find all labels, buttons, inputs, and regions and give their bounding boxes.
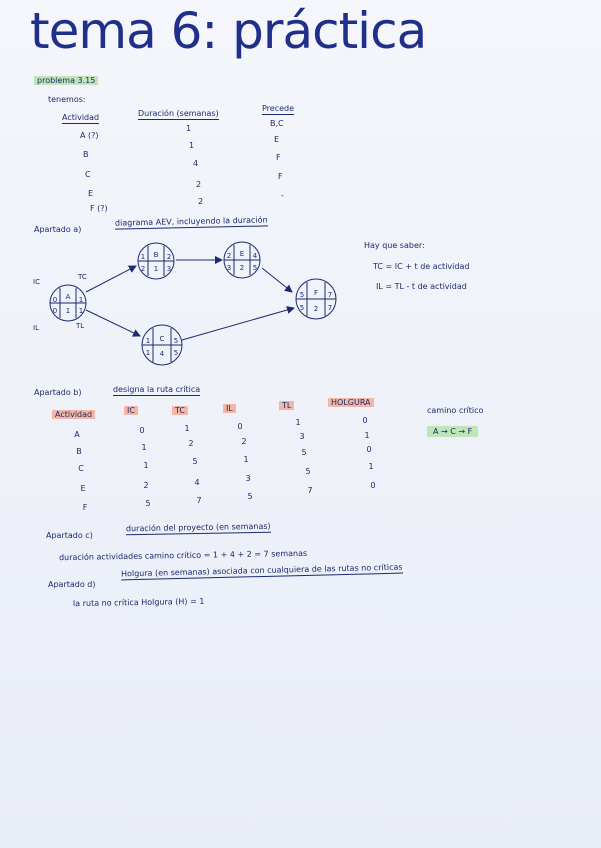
table2-cell: 2 — [241, 437, 247, 446]
table2-cell: 5 — [305, 467, 311, 476]
apartado-c-label: Apartado c) — [46, 531, 93, 540]
table1-cell: B,C — [270, 119, 284, 128]
table2-header-il: IL — [223, 404, 236, 413]
table1-header-precede: Precede — [262, 104, 295, 113]
diagram-label-il: IL — [33, 324, 39, 332]
node-b-right: 2 — [166, 253, 172, 261]
node-c-mid: 4 — [159, 350, 165, 358]
node-b-left: 1 — [140, 253, 146, 261]
node-a-br: 1 — [78, 307, 84, 315]
table2-cell: 1 — [368, 462, 374, 471]
table2-cell: 7 — [307, 486, 313, 495]
table2-header-activity: Actividad — [52, 410, 95, 419]
table2-cell: 1 — [243, 455, 249, 464]
node-f-br: 7 — [327, 304, 333, 312]
table2-header-tc: TC — [172, 406, 188, 415]
table2-cell: 0 — [366, 445, 372, 454]
node-a-left: 0 — [52, 296, 58, 304]
apartado-c-text: duración del proyecto (en semanas) — [125, 521, 271, 534]
table1-cell: A (?) — [80, 131, 99, 140]
apartado-b-text: designa la ruta crítica — [113, 385, 201, 394]
table2-cell: 1 — [143, 461, 149, 470]
table1-cell: - — [281, 191, 284, 200]
diagram-label-tc: TC — [78, 273, 87, 281]
table2-cell: 5 — [301, 448, 307, 457]
node-c-top: C — [159, 335, 165, 343]
table2-cell: 7 — [196, 496, 202, 505]
apartado-d-line: la ruta no crítica Holgura (H) = 1 — [72, 596, 205, 609]
table2-cell: 5 — [192, 457, 198, 466]
table2-cell: 1 — [141, 443, 147, 452]
node-e-top: E — [239, 250, 245, 258]
node-f-top: F — [313, 289, 319, 297]
table2-cell: 2 — [143, 481, 149, 490]
node-c-br: 5 — [173, 349, 179, 357]
notes-heading: Hay que saber: — [364, 241, 425, 250]
table2-cell: 0 — [237, 422, 243, 431]
node-c-right: 5 — [173, 337, 179, 345]
table2-cell: E — [80, 484, 86, 493]
tenemos-label: tenemos: — [48, 95, 86, 104]
node-e-bl: 3 — [226, 264, 232, 272]
node-b-bl: 2 — [140, 265, 146, 273]
table2-cell: C — [78, 464, 84, 473]
notes-tc-formula: TC = IC + t de actividad — [373, 262, 470, 271]
table1-header-activity: Actividad — [62, 113, 100, 122]
table2-cell: 0 — [139, 426, 145, 435]
apartado-a-label: Apartado a) — [34, 225, 82, 234]
node-e-left: 2 — [226, 252, 232, 260]
node-a-top: A — [65, 293, 71, 301]
table2-header-ic: IC — [124, 406, 138, 415]
table2-cell: 1 — [184, 424, 190, 433]
table2-cell: 1 — [295, 418, 301, 427]
table2-cell: 4 — [194, 478, 200, 487]
critical-path-label: camino crítico — [427, 406, 484, 415]
node-f-right: 7 — [327, 291, 333, 299]
table1-cell: E — [274, 135, 280, 144]
arrow-a-c — [86, 310, 140, 336]
table1-cell: 4 — [193, 159, 199, 168]
table2-cell: B — [76, 447, 82, 456]
aev-network-diagram — [0, 228, 360, 378]
node-a-right: 1 — [78, 296, 84, 304]
notes-tl-formula: IL = TL - t de actividad — [376, 282, 467, 291]
node-e-mid: 2 — [239, 264, 245, 272]
table1-cell: 2 — [198, 197, 204, 206]
diagram-label-tl: TL — [76, 322, 85, 330]
node-e-br: 5 — [252, 264, 258, 272]
table1-cell: C — [85, 170, 91, 179]
node-c-left: 1 — [145, 337, 151, 345]
node-b-mid: 1 — [153, 265, 159, 273]
node-c-bl: 1 — [145, 349, 151, 357]
page-title: tema 6: práctica — [30, 2, 427, 60]
table1-cell: 1 — [186, 124, 192, 133]
diagram-label-ic: IC — [33, 278, 40, 286]
node-f-mid: 2 — [313, 305, 319, 313]
table2-header-holgura: HOLGURA — [328, 398, 374, 407]
table2-cell: 0 — [370, 481, 376, 490]
node-f — [296, 279, 336, 319]
table2-cell: 5 — [145, 499, 151, 508]
apartado-b-label: Apartado b) — [34, 388, 82, 397]
table1-cell: 1 — [189, 141, 195, 150]
arrow-c-f — [182, 308, 294, 340]
problem-label: problema 3.15 — [34, 76, 98, 85]
apartado-a-text: diagrama AEV, incluyendo la duración — [114, 215, 268, 228]
node-b-br: 3 — [166, 265, 172, 273]
table1-cell: F — [278, 172, 283, 181]
table2-cell: F — [82, 503, 88, 512]
arrow-a-b — [86, 266, 136, 292]
table1-cell: F (?) — [90, 204, 108, 213]
node-e-right: 4 — [252, 252, 258, 260]
table2-cell: 2 — [188, 439, 194, 448]
node-c — [142, 325, 182, 365]
node-b — [138, 243, 174, 279]
table1-cell: B — [83, 150, 89, 159]
critical-path-value: A → C → F — [427, 426, 478, 437]
apartado-d-text: Holgura (en semanas) asociada con cualquiera de las rutas no críticas — [120, 562, 403, 579]
node-f-bl: 5 — [299, 304, 305, 312]
table1-header-duration: Duración (semanas) — [138, 109, 219, 118]
table2-cell: 3 — [299, 432, 305, 441]
table2-cell: 3 — [245, 474, 251, 483]
table1-cell: E — [88, 189, 94, 198]
arrow-e-f — [262, 268, 292, 292]
node-e — [224, 242, 260, 278]
apartado-d-label: Apartado d) — [48, 580, 96, 589]
table2-cell: A — [74, 430, 80, 439]
apartado-c-line: duración actividades camino crítico = 1 + 4 + 2 = 7 semanas — [58, 548, 308, 563]
table2-cell: 0 — [362, 416, 368, 425]
node-f-left: 5 — [299, 291, 305, 299]
table2-header-tl: TL — [279, 401, 294, 410]
node-a-bl: 0 — [52, 307, 58, 315]
table1-cell: F — [276, 153, 281, 162]
table2-cell: 5 — [247, 492, 253, 501]
node-a-mid: 1 — [65, 307, 71, 315]
table2-cell: 1 — [364, 431, 370, 440]
table1-cell: 2 — [196, 180, 202, 189]
node-b-top: B — [153, 251, 159, 259]
